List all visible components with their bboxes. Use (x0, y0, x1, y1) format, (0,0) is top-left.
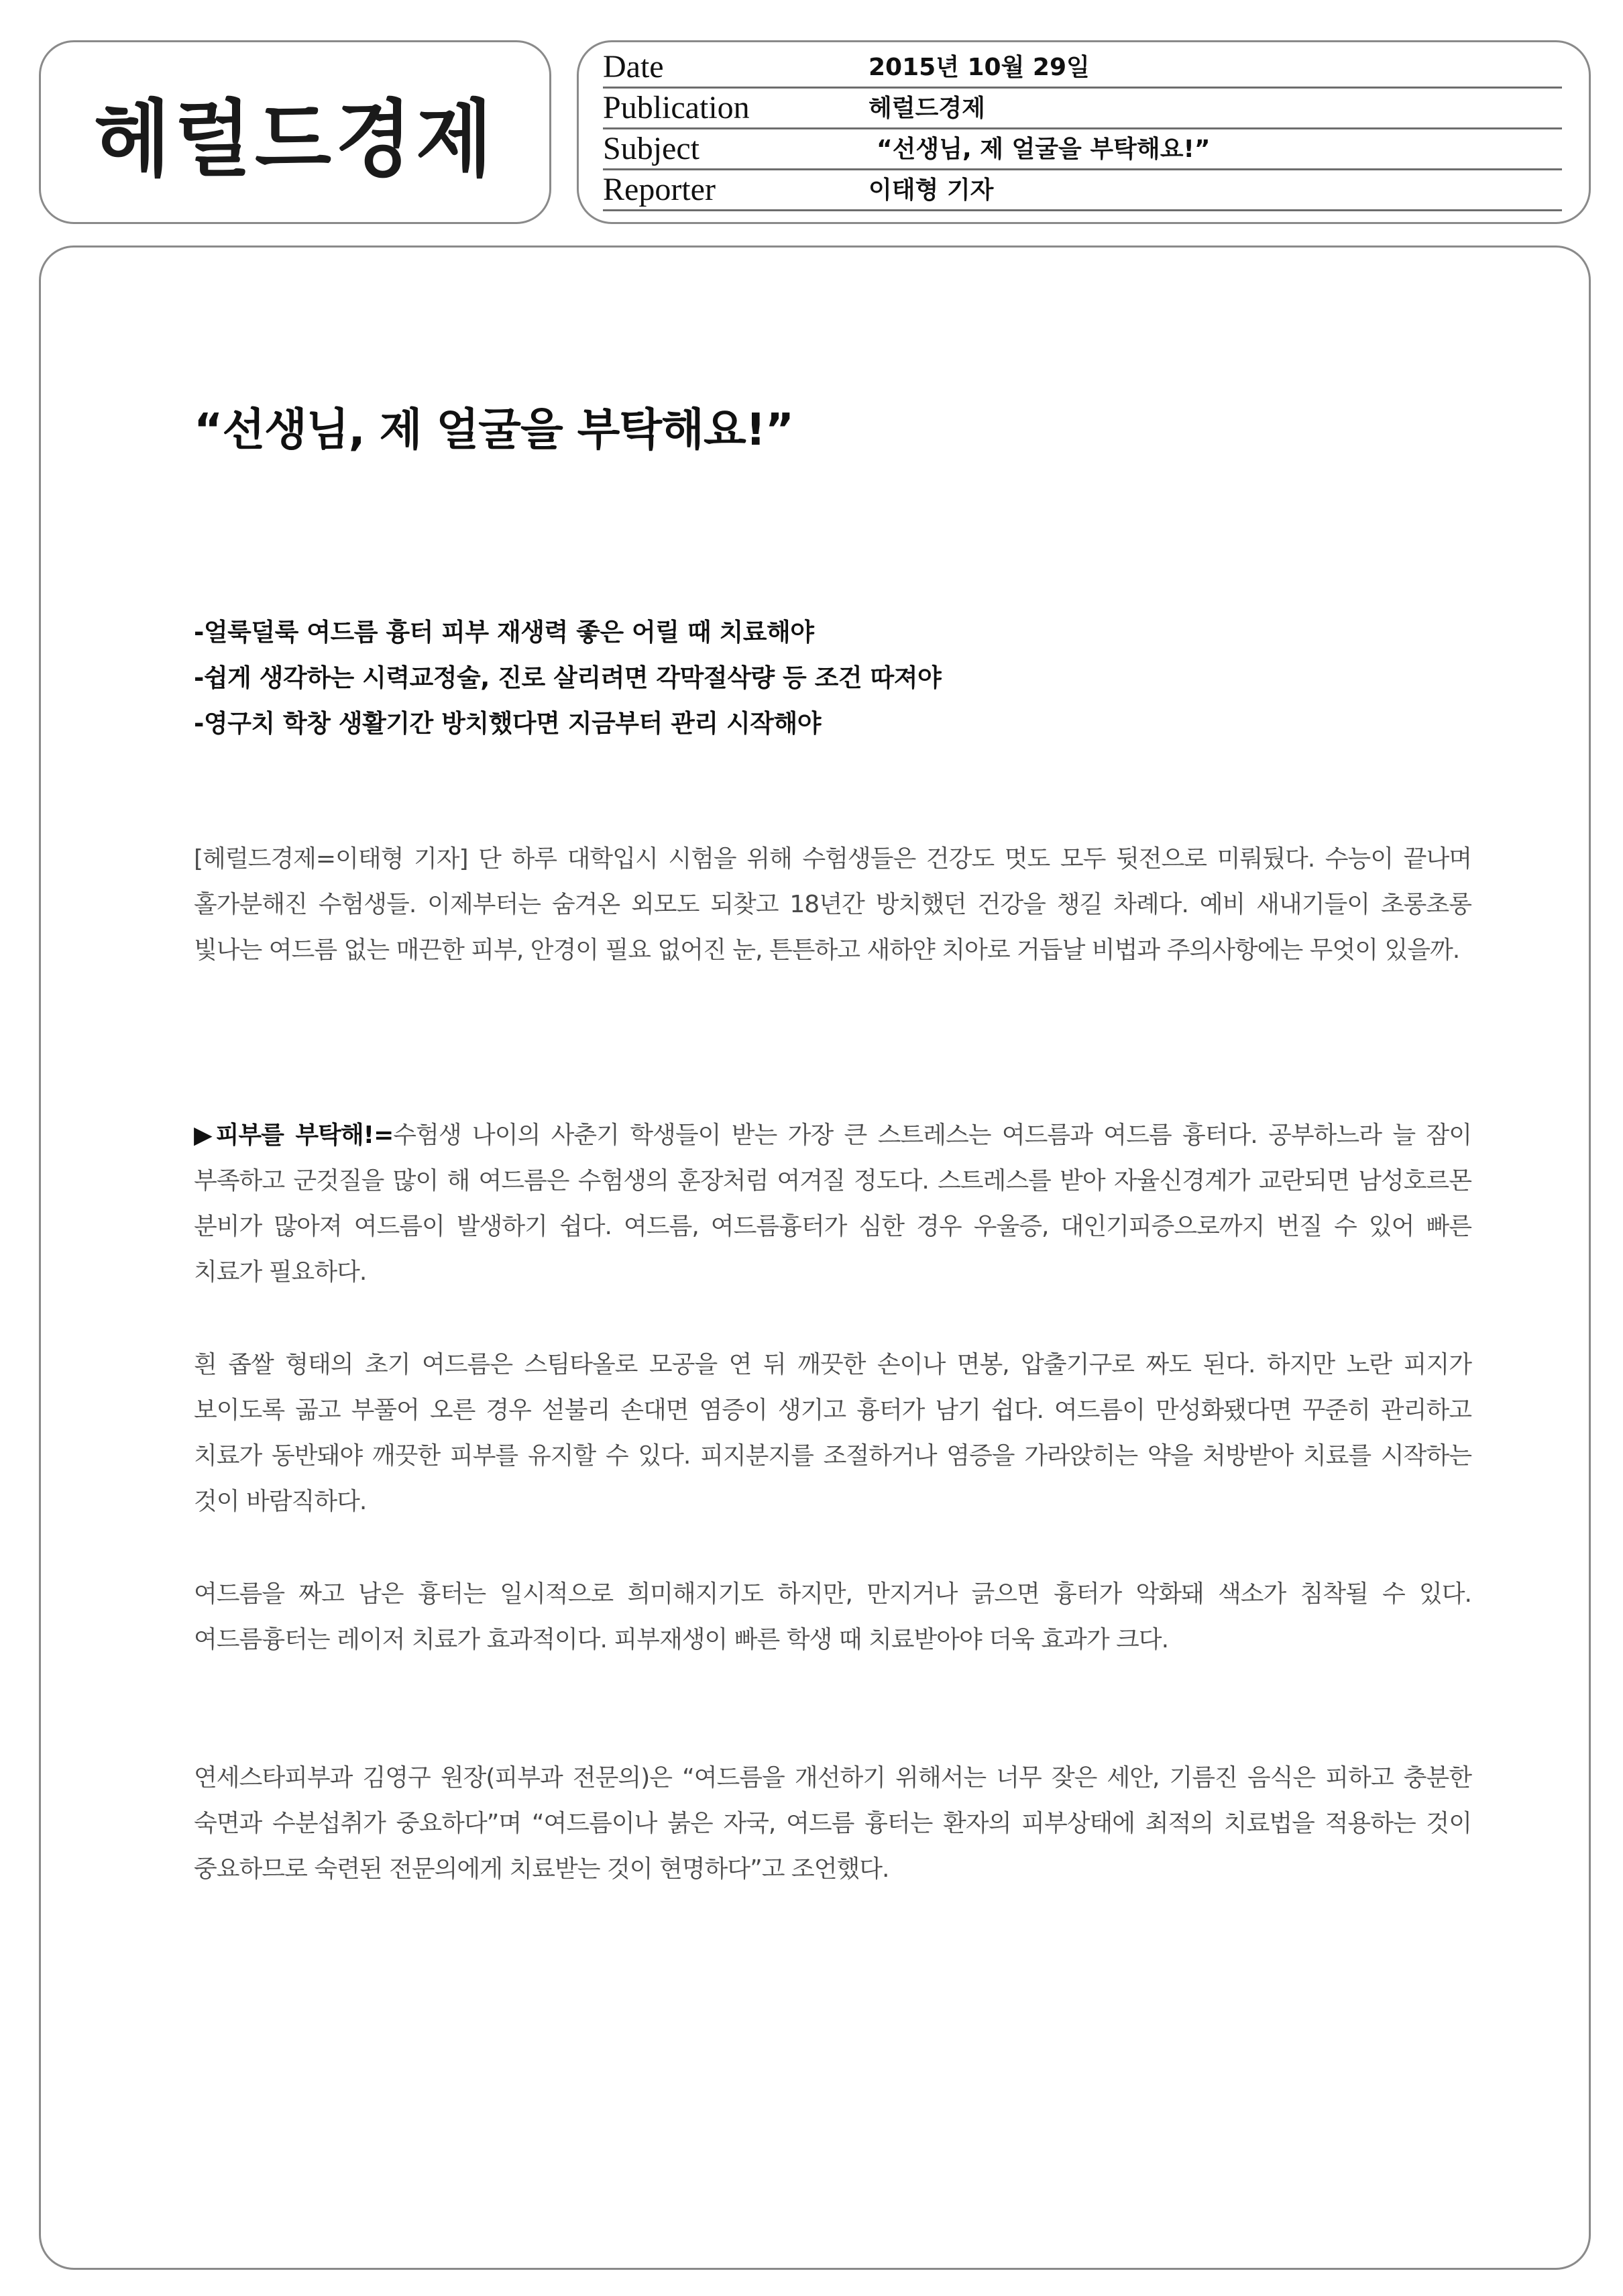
meta-value-date: 2015년 10월 29일 (869, 54, 1090, 81)
meta-label-publication: Publication (603, 90, 750, 125)
meta-row-reporter (603, 170, 1562, 211)
article-intro-paragraph: [헤럴드경제=이태형 기자] 단 하루 대학입시 시험을 위해 수험생들은 건강도 멋도 모두 뒷전으로 미뤄뒀다. 수능이 끝나며 홀가분해진 수험생들. 이제부터는 숨겨온 외모도 되찾고 18년간 방치했던 건강을 챙길 차례다. 예비 새내기들이 초롱초롱 빛나는 여드름 없는 매끈한 피부, 안경이 필요 없어진 눈, 튼튼하고 새하얀 치아로 거듭날 비법과 주의사항에는 무엇이 있을까. (194, 845, 1471, 964)
article-skin-section-paragraph (194, 1113, 1471, 1295)
meta-row-subject (603, 129, 1562, 170)
publication-logo: 헤럴드경제 (94, 91, 496, 188)
article-paragraph: 여드름을 짜고 남은 흉터는 일시적으로 희미해지기도 하지만, 만지거나 긁으면 흉터가 악화돼 색소가 침착될 수 있다. 여드름흉터는 레이저 치료가 효과적이다. 피부재생이 빠른 학생 때 치료받아야 더욱 효과가 크다. (194, 1580, 1471, 1653)
article-box (39, 245, 1591, 2270)
logo-box (39, 40, 551, 224)
meta-value-publication: 헤럴드경제 (869, 95, 985, 122)
meta-row-date (603, 48, 1562, 89)
section-lead-label: ▶피부를 부탁해!= (194, 1122, 394, 1149)
section-text: 수험생 나이의 사춘기 학생들이 받는 가장 큰 스트레스는 여드름과 여드름 흉터다. 공부하느라 늘 잠이 부족하고 군것질을 많이 해 여드름은 수험생의 훈장처럼 여겨질 정도다. 스트레스를 받아 자율신경계가 교란되면 남성호르몬 분비가 많아져 여드름이 발생하기 쉽다. 여드름, 여드름흉터가 심한 경우 우울증, 대인기피증으로까지 번질 수 있어 빠른 치료가 필요하다. (194, 1122, 1471, 1286)
subheadline-list (194, 610, 941, 747)
subheadline: -영구치 학창 생활기간 방치했다면 지금부터 관리 시작해야 (194, 709, 821, 738)
article-quote-paragraph: 연세스타피부과 김영구 원장(피부과 전문의)은 “여드름을 개선하기 위해서는 너무 잦은 세안, 기름진 음식은 피하고 충분한 숙면과 수분섭취가 중요하다”며 “여드름이나 붉은 자국, 여드름 흉터는 환자의 피부상태에 최적의 치료법을 적용하는 것이 중요하므로 숙련된 전문의에게 치료받는 것이 현명하다”고 조언했다. (194, 1764, 1471, 1883)
subheadline: -쉽게 생각하는 시력교정술, 진로 살리려면 각막절삭량 등 조건 따져야 (194, 663, 942, 692)
meta-value-reporter: 이태형 기자 (869, 176, 994, 204)
subheadline: -얼룩덜룩 여드름 흉터 피부 재생력 좋은 어릴 때 치료해야 (194, 618, 814, 647)
article-paragraph: 흰 좁쌀 형태의 초기 여드름은 스팀타올로 모공을 연 뒤 깨끗한 손이나 면봉, 압출기구로 짜도 된다. 하지만 노란 피지가 보이도록 곪고 부풀어 오른 경우 섣불리 손대면 염증이 생기고 흉터가 남기 쉽다. 여드름이 만성화됐다면 꾸준히 관리하고 치료가 동반돼야 깨끗한 피부를 유지할 수 있다. 피지분지를 조절하거나 염증을 가라앉히는 약을 처방받아 치료를 시작하는 것이 바람직하다. (194, 1351, 1471, 1515)
meta-label-subject: Subject (603, 131, 699, 166)
article-headline: “선생님, 제 얼굴을 부탁해요!” (194, 404, 794, 455)
meta-label-date: Date (603, 49, 664, 85)
metadata-box (577, 40, 1591, 224)
meta-value-subject: “선생님, 제 얼굴을 부탁해요!” (877, 135, 1211, 163)
meta-label-reporter: Reporter (603, 172, 716, 207)
meta-row-publication (603, 89, 1562, 129)
